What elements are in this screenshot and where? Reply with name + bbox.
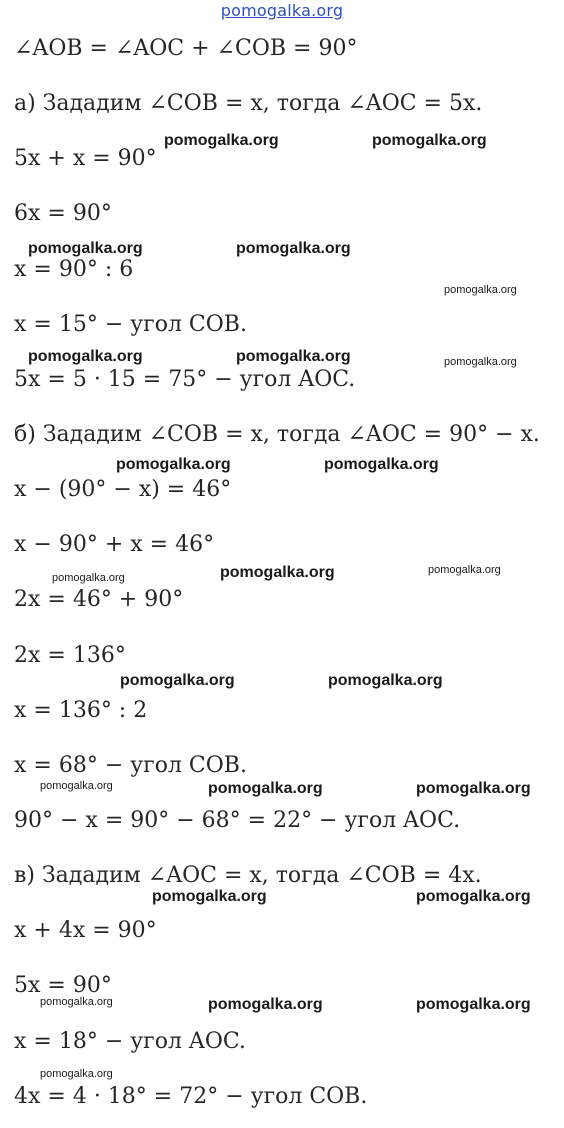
part-a-heading: а) Зададим ∠COB = x, тогда ∠AOC = 5x. [14, 91, 483, 116]
equation-line-b5: x = 136° : 2 [14, 698, 148, 723]
equation-line-1: ∠AOB = ∠AOC + ∠COB = 90° [14, 36, 358, 61]
equation-line-a4: x = 15° − угол COB. [14, 312, 247, 337]
watermark: pomogalka.org [120, 672, 235, 689]
watermark: pomogalka.org [40, 1068, 113, 1080]
equation-line-a3: x = 90° : 6 [14, 257, 134, 282]
equation-line-b2: x − 90° + x = 46° [14, 532, 215, 557]
equation-line-c2: 5x = 90° [14, 973, 112, 998]
watermark: pomogalka.org [444, 356, 517, 368]
watermark: pomogalka.org [444, 284, 517, 296]
watermark: pomogalka.org [28, 240, 143, 257]
watermark: pomogalka.org [416, 780, 531, 797]
equation-line-c1: x + 4x = 90° [14, 918, 157, 943]
part-b-heading: б) Зададим ∠COB = x, тогда ∠AOC = 90° − x. [14, 422, 540, 447]
watermark: pomogalka.org [208, 996, 323, 1013]
watermark: pomogalka.org [152, 888, 267, 905]
watermark: pomogalka.org [416, 996, 531, 1013]
equation-line-b7: 90° − x = 90° − 68° = 22° − угол AOC. [14, 808, 461, 833]
watermark: pomogalka.org [328, 672, 443, 689]
equation-line-b1: x − (90° − x) = 46° [14, 477, 232, 502]
watermark: pomogalka.org [220, 564, 335, 581]
watermark: pomogalka.org [236, 348, 351, 365]
equation-line-b3: 2x = 46° + 90° [14, 587, 184, 612]
equation-line-a5: 5x = 5 · 15 = 75° − угол AOC. [14, 367, 356, 392]
watermark: pomogalka.org [236, 240, 351, 257]
watermark: pomogalka.org [428, 564, 501, 576]
watermark: pomogalka.org [28, 348, 143, 365]
watermark: pomogalka.org [416, 888, 531, 905]
watermark: pomogalka.org [372, 132, 487, 149]
watermark: pomogalka.org [208, 780, 323, 797]
watermark: pomogalka.org [52, 572, 125, 584]
watermark: pomogalka.org [164, 132, 279, 149]
watermark: pomogalka.org [40, 996, 113, 1008]
equation-line-b4: 2x = 136° [14, 643, 126, 668]
watermark: pomogalka.org [116, 456, 231, 473]
equation-line-a1: 5x + x = 90° [14, 146, 157, 171]
equation-line-a2: 6x = 90° [14, 201, 112, 226]
part-c-heading: в) Зададим ∠AOC = x, тогда ∠COB = 4x. [14, 863, 482, 888]
equation-line-b6: x = 68° − угол COB. [14, 753, 247, 778]
header-watermark-link[interactable]: pomogalka.org [220, 1, 344, 20]
watermark: pomogalka.org [40, 780, 113, 792]
watermark: pomogalka.org [324, 456, 439, 473]
equation-line-c3: x = 18° − угол AOC. [14, 1029, 246, 1054]
equation-line-c4: 4x = 4 · 18° = 72° − угол COB. [14, 1084, 368, 1109]
